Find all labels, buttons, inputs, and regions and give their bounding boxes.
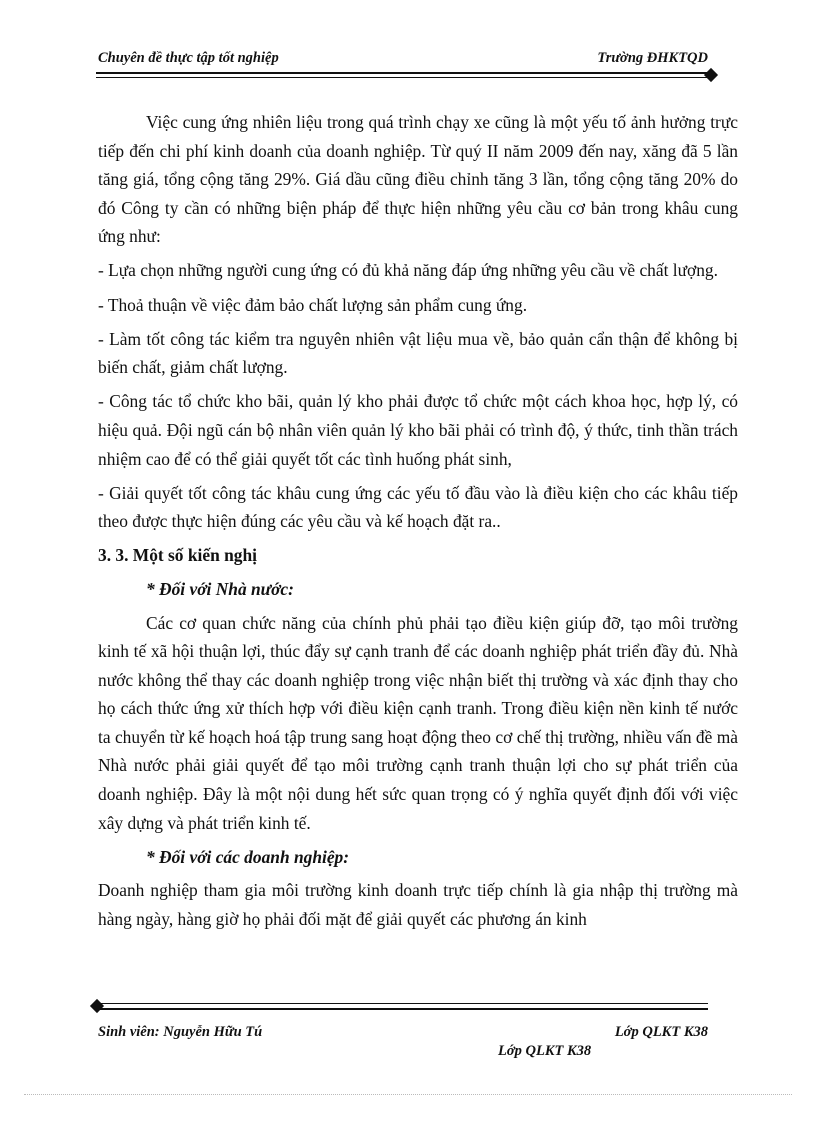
header-title: Chuyên đề thực tập tốt nghiệp (98, 50, 279, 66)
footer-diamond-icon (90, 999, 104, 1013)
bullet-item: - Công tác tổ chức kho bãi, quản lý kho phải được tổ chức một cách khoa học, hợp lý, có hiệu quả. Đội ngũ cán bộ nhân viên quản lý kho bãi phải có trình độ, ý thức, tinh thần trách nhiệm cao để có thể giải quyết tốt các tình huống phát sinh, (98, 391, 738, 469)
header-school: Trường ĐHKTQD (597, 50, 708, 66)
footer-rule (98, 1008, 708, 1010)
paragraph-supply: Việc cung ứng nhiên liệu trong quá trình chạy xe cũng là một yếu tố ảnh hưởng trực tiếp đến chi phí kinh doanh của doanh nghiệp. Từ quý II năm 2009 đến nay, xăng đã 5 lần tăng giá, tổng cộng tăng 29%. Giá dầu cũng điều chỉnh tăng 3 lần, tổng cộng tăng 20% do đó Công ty cần có những biện pháp để thực hiện những yêu cầu cơ bản trong khâu cung ứng như: (98, 112, 738, 247)
bullet-item: - Thoả thuận về việc đảm bảo chất lượng sản phẩm cung ứng. (98, 294, 528, 315)
page-boundary-line (24, 1094, 792, 1095)
subheading-state: * Đối với Nhà nước: (146, 578, 294, 599)
header-rule-thin (96, 77, 710, 78)
footer-student: Sinh viên: Nguyễn Hữu Tú (98, 1024, 263, 1040)
bullet-item: - Làm tốt công tác kiểm tra nguyên nhiên vật liệu mua về, bảo quản cẩn thận để không bị biến chất, giảm chất lượng. (98, 328, 738, 378)
bullet-item: - Lựa chọn những người cung ứng có đủ khả năng đáp ứng những yêu cầu về chất lượng. (98, 260, 718, 281)
footer-class: Lớp QLKT K38 (614, 1024, 708, 1040)
footer-class-duplicate: Lớp QLKT K38 (498, 1043, 592, 1059)
body-text (98, 108, 738, 939)
section-heading: 3. 3. Một số kiến nghị (98, 545, 257, 566)
paragraph-enterprises: Doanh nghiệp tham gia môi trường kinh doanh trực tiếp chính là gia nhập thị trường mà hàng ngày, hàng giờ họ phải đối mặt để giải quyết các phương án kinh (98, 880, 738, 929)
header-rule (96, 72, 710, 74)
bullet-item: - Giải quyết tốt công tác khâu cung ứng các yếu tố đầu vào là điều kiện cho các khâu tiếp theo được thực hiện đúng các yêu cầu và kế hoạch đặt ra.. (98, 482, 738, 532)
subheading-enterprises: * Đối với các doanh nghiệp: (146, 846, 350, 867)
footer-rule-thin (98, 1003, 708, 1004)
paragraph-state: Các cơ quan chức năng của chính phủ phải tạo điều kiện giúp đỡ, tạo môi trường kinh tế xã hội thuận lợi, thúc đẩy sự cạnh tranh để các doanh nghiệp phát triển đầy đủ. Nhà nước không thể thay các doanh nghiệp trong việc nhận biết thị trường và xác định thay cho họ cách thức ứng xử thích hợp với điều kiện cạnh tranh. Trong điều kiện nền kinh tế nước ta chuyển từ kế hoạch hoá tập trung sang hoạt động theo cơ chế thị trường, nhiều vấn đề mà Nhà nước phải giải quyết để tạo môi trường cạnh tranh thuận lợi cho sự phát triển của doanh nghiệp. Đây là một nội dung hết sức quan trọng có ý nghĩa quyết định đối với việc xây dựng và phát triển kinh tế. (98, 612, 738, 833)
header-diamond-icon (704, 68, 718, 82)
